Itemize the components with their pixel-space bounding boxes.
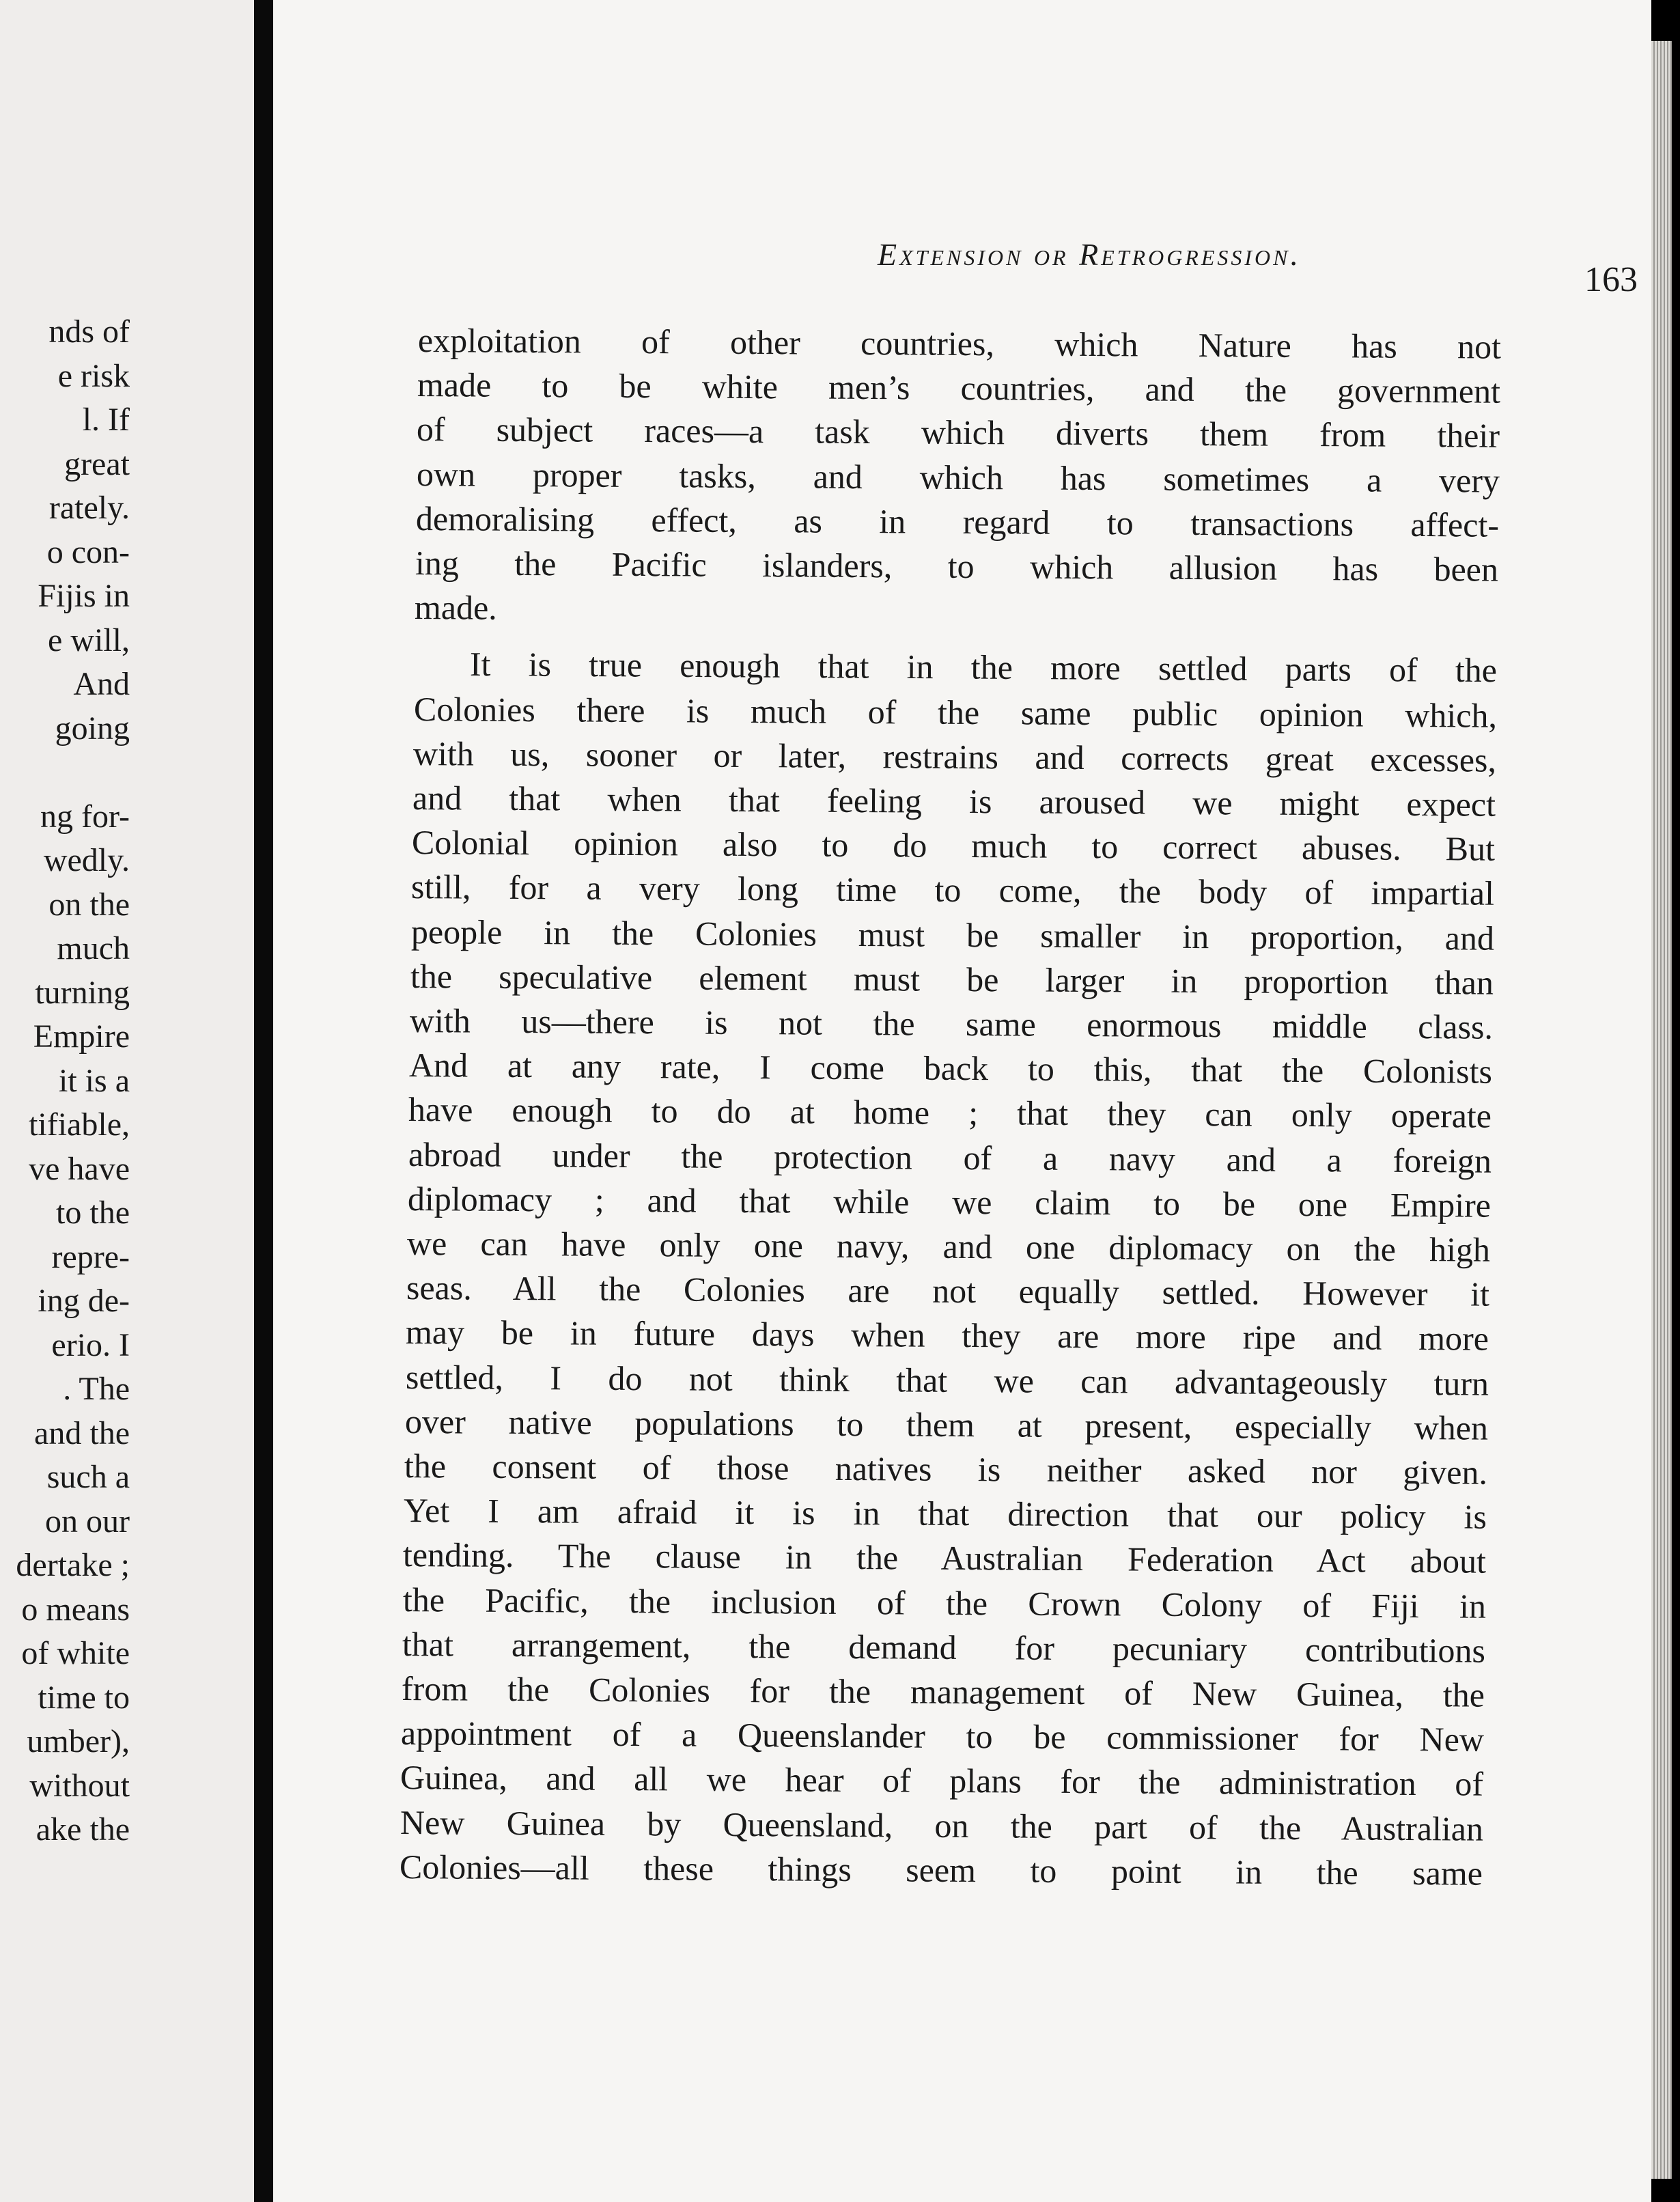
body-text-line: ing the Pacific islanders, to which allusion has been [415, 544, 1499, 589]
body-text-line: Guinea, and all we hear of plans for the administration of [400, 1758, 1484, 1804]
book-gutter [254, 0, 273, 2202]
body-text-line: with us, sooner or later, restrains and corrects great excesses, [412, 734, 1496, 779]
body-text-line: Colonies there is much of the same public opinion which, [413, 689, 1497, 735]
facing-page-line: o means [21, 1591, 130, 1628]
body-text-line: have enough to do at home ; that they can only operate [408, 1090, 1492, 1136]
facing-page-line: turning [35, 974, 130, 1011]
body-text-line: the speculative element must be larger in proportion than [410, 956, 1494, 1002]
facing-page-line: And [73, 666, 130, 702]
body-text-line: made. [415, 588, 498, 627]
body-text-line: with us—there is not the same enormous middle class. [409, 1001, 1494, 1046]
body-text-line: Yet I am afraid it is in that direction that our policy is [404, 1491, 1487, 1536]
facing-page-line: ake the [36, 1811, 130, 1848]
facing-page-line: tifiable, [29, 1106, 130, 1143]
body-text-line: over native populations to them at present, especially when [404, 1402, 1488, 1447]
facing-page-line: l. If [82, 402, 130, 438]
facing-page-line: going [55, 710, 130, 747]
facing-page-line: such a [46, 1459, 130, 1495]
facing-page-line: dertake ; [16, 1547, 130, 1583]
body-text-line: we can have only one navy, and one diplomacy on the high [406, 1224, 1491, 1269]
page-edges [1651, 41, 1672, 2179]
facing-page-line: e will, [48, 622, 130, 658]
body-text-line: exploitation of other countries, which Nature has not [417, 321, 1502, 366]
facing-page-line: wedly. [43, 842, 130, 878]
facing-page-line: ing de- [38, 1283, 130, 1319]
facing-page-line: Empire [33, 1018, 130, 1055]
body-text-line: And at any rate, I come back to this, that the Colonists [409, 1046, 1493, 1091]
facing-page-line: rately. [48, 490, 130, 526]
body-text-line: seas. All the Colonies are not equally settled. However it [406, 1268, 1490, 1313]
running-head: Extension or Retrogression. [878, 237, 1302, 272]
body-text-line: still, for a very long time to come, the body of impartial [411, 867, 1495, 913]
body-text-line: settled, I do not think that we can advantageously turn [405, 1357, 1489, 1403]
facing-page-line: umber), [27, 1723, 130, 1759]
facing-page-line: o con- [46, 533, 130, 570]
body-text-line: own proper tasks, and which has sometimes a very [416, 454, 1500, 500]
body-text-line: that arrangement, the demand for pecuniary contributions [402, 1624, 1485, 1670]
facing-page-line: on the [48, 886, 130, 923]
facing-page-line: repre- [51, 1238, 130, 1275]
body-text-line: people in the Colonies must be smaller in proportion, and [410, 912, 1494, 958]
facing-page-line: nds of [48, 313, 130, 350]
facing-page-line: of white [21, 1635, 130, 1671]
facing-page-line: ve have [29, 1150, 130, 1187]
facing-page-fragment [0, 0, 254, 2202]
body-text-line: the Pacific, the inclusion of the Crown Colony of Fiji in [402, 1580, 1486, 1626]
body-text-line: New Guinea by Queensland, on the part of the Australian [400, 1802, 1483, 1848]
body-text-line: It is true enough that in the more settled parts of the [470, 645, 1498, 690]
facing-page-line: time to [38, 1679, 130, 1716]
facing-page-line: . The [63, 1371, 130, 1407]
body-text-line: may be in future days when they are more ripe and more [406, 1313, 1489, 1358]
body-text-line: the consent of those natives is neither asked nor given. [404, 1447, 1488, 1492]
body-text-line: and that when that feeling is aroused we might expect [412, 779, 1496, 824]
facing-page-line: ng for- [40, 798, 130, 835]
body-text-line: from the Colonies for the management of New Guinea, the [401, 1669, 1485, 1714]
body-text-line: abroad under the protection of a navy and a foreign [408, 1134, 1492, 1180]
body-text-line: tending. The clause in the Australian Federation Act about [403, 1535, 1487, 1581]
facing-page-line: Fijis in [38, 578, 130, 614]
facing-page-line: it is a [59, 1062, 130, 1099]
facing-page-line: and the [34, 1414, 130, 1451]
body-text-line: diplomacy ; and that while we claim to be one Empire [407, 1179, 1491, 1225]
body-text-line: Colonial opinion also to do much to correct abuses. But [412, 823, 1496, 868]
facing-page-line: great [64, 445, 130, 482]
body-text-line: made to be white men’s countries, and the government [417, 365, 1501, 410]
facing-page-line: to the [56, 1195, 130, 1231]
body-text-line: Colonies—all these things seem to point in the same [399, 1847, 1483, 1893]
page-number: 163 [1584, 260, 1638, 299]
facing-page-line: e risk [57, 357, 130, 394]
facing-page-line: erio. I [51, 1326, 130, 1363]
facing-page-line: without [29, 1767, 130, 1804]
body-text-line: of subject races—a task which diverts them from their [417, 410, 1500, 456]
facing-page-line: on our [45, 1503, 130, 1539]
body-text-line: appointment of a Queenslander to be commissioner for New [401, 1714, 1485, 1759]
book-page [273, 0, 1651, 2202]
facing-page-line: much [57, 930, 130, 966]
body-text-line: demoralising effect, as in regard to transactions affect- [415, 499, 1499, 544]
